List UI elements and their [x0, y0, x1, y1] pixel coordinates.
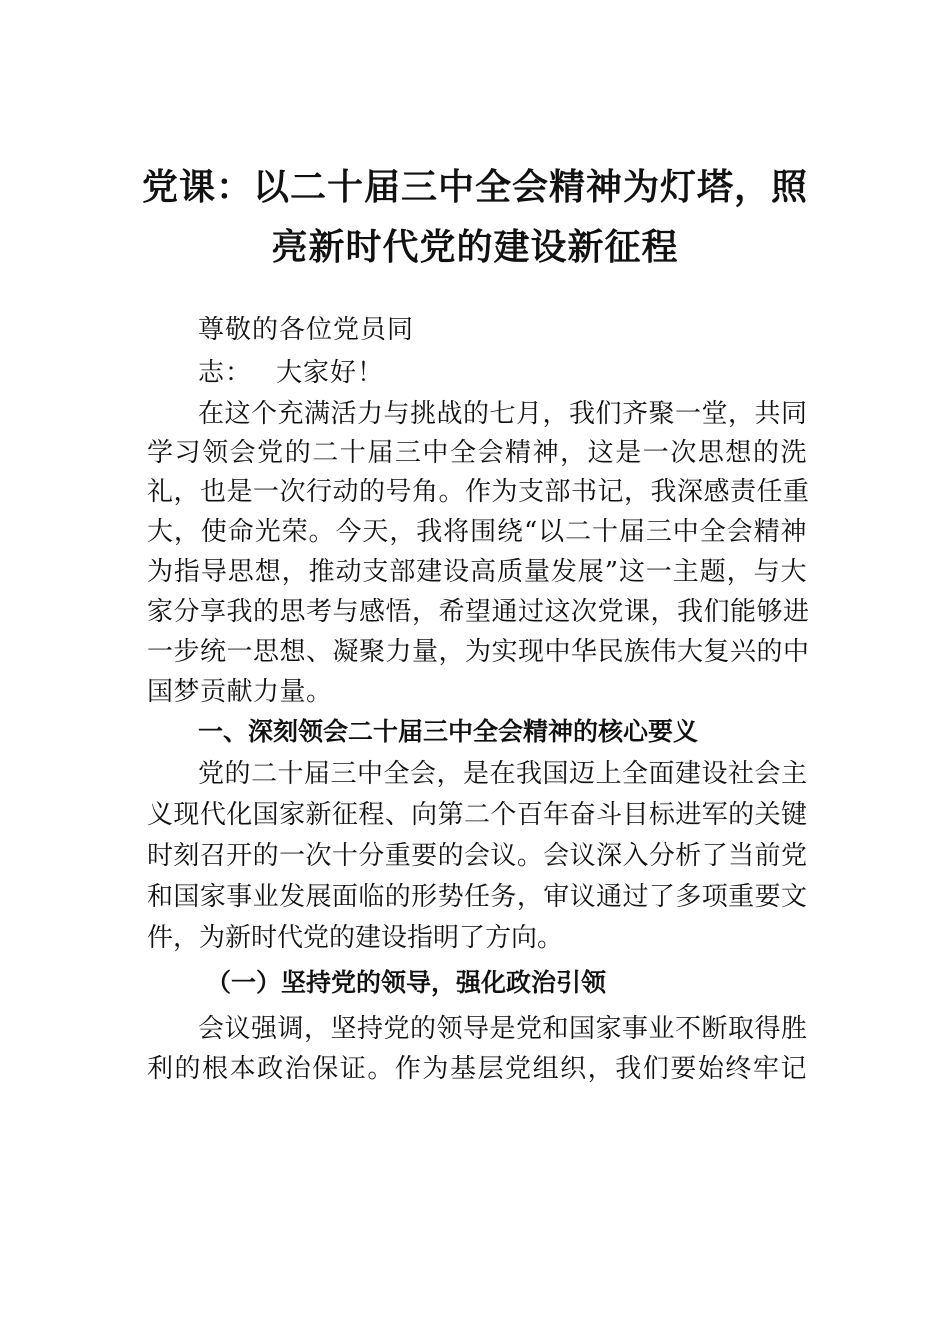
section-1-paragraph-line: 件，为新时代党的建设指明了方向。	[147, 923, 564, 953]
section-1-paragraph-line: 党的二十届三中全会，是在我国迈上全面建设社会主	[198, 759, 807, 789]
intro-paragraph-line: 礼，也是一次行动的号角。作为支部书记，我深感责任重	[147, 477, 810, 507]
greeting-text: 大家好！	[276, 358, 385, 388]
subsection-1-heading: （一）坚持党的领导，强化政治引领	[206, 968, 607, 997]
salutation-colleagues-suffix: 志：	[198, 358, 253, 388]
section-1-paragraph-line	[147, 840, 807, 872]
intro-paragraph-line: 国梦贡献力量。	[147, 677, 333, 707]
section-1-line-3-part-a: 时刻召开的一次十分重要的会议。	[147, 841, 544, 871]
section-1-paragraph-line: 义现代化国家新征程、向第二个百年奋斗目标进军的关键	[147, 800, 807, 830]
salutation-line-1: 尊敬的各位党员同	[198, 315, 415, 345]
subsection-1-paragraph-line: 会议强调，坚持党的领导是党和国家事业不断取得胜	[198, 1014, 808, 1044]
intro-paragraph-line: 一步统一思想、凝聚力量，为实现中华民族伟大复兴的中	[147, 637, 810, 667]
intro-paragraph-line: 在这个充满活力与挑战的七月，我们齐聚一堂，共同	[198, 399, 808, 429]
salutation-line-2	[198, 357, 384, 389]
intro-paragraph-line: 为指导思想，推动支部建设高质量发展”这一主题，与大	[147, 557, 807, 587]
intro-paragraph-line: 学习领会党的二十届三中全会精神，这是一次思想的洗	[147, 438, 807, 468]
document-title-line-1: 党课：以二十届三中全会精神为灯塔，照	[141, 167, 808, 208]
intro-paragraph-line: 大，使命光荣。今天，我将围绕“以二十届三中全会精神	[147, 517, 807, 547]
section-1-line-3-part-b: 会议深入分析了当前党	[543, 841, 807, 871]
intro-paragraph-line: 家分享我的思考与感悟，希望通过这次党课，我们能够进	[147, 597, 810, 627]
document-title-line-2: 亮新时代党的建设新征程	[271, 227, 679, 268]
section-1-heading: 一、深刻领会二十届三中全会精神的核心要义	[198, 717, 699, 746]
section-1-paragraph-line: 和国家事业发展面临的形势任务，审议通过了多项重要文	[147, 882, 807, 912]
subsection-1-paragraph-line: 利的根本政治保证。作为基层党组织，我们要始终牢记	[147, 1054, 807, 1084]
